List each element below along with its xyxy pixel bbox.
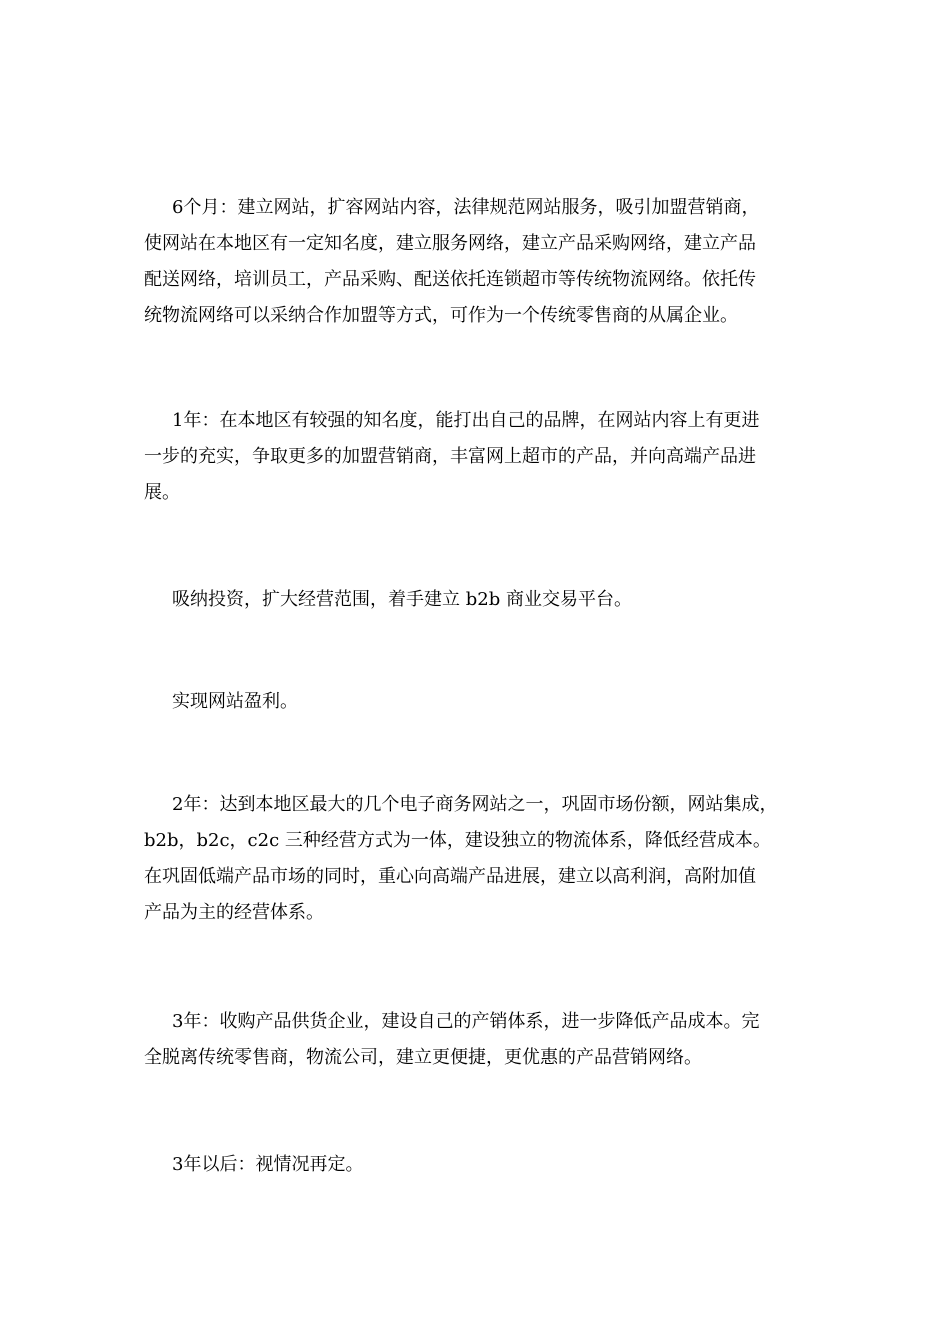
text-line: 吸纳投资，扩大经营范围，着手建立 b2b 商业交易平台。 bbox=[172, 589, 632, 610]
text-line: 3年：收购产品供货企业，建设自己的产销体系，进一步降低产品成本。完 bbox=[172, 1011, 760, 1032]
text-line: 统物流网络可以采纳合作加盟等方式，可作为一个传统零售商的从属企业。 bbox=[144, 305, 738, 326]
paragraph-3-years bbox=[144, 1004, 809, 1076]
paragraph-6-months bbox=[144, 190, 809, 334]
text-line: 全脱离传统零售商，物流公司，建立更便捷，更优惠的产品营销网络。 bbox=[144, 1047, 702, 1068]
paragraph-2-years bbox=[144, 787, 809, 931]
text-line: 配送网络，培训员工，产品采购、配送依托连锁超市等传统物流网络。依托传 bbox=[144, 269, 756, 290]
text-line: 3年以后：视情况再定。 bbox=[172, 1154, 364, 1175]
paragraph-after-3-years bbox=[144, 1147, 809, 1183]
text-line: b2b，b2c，c2c 三种经营方式为一体，建设独立的物流体系，降低经营成本。 bbox=[144, 830, 771, 851]
text-line: 2年：达到本地区最大的几个电子商务网站之一，巩固市场份额，网站集成， bbox=[172, 794, 778, 815]
text-line: 6个月：建立网站，扩容网站内容，法律规范网站服务，吸引加盟营销商， bbox=[172, 197, 760, 218]
text-line: 一步的充实，争取更多的加盟营销商，丰富网上超市的产品，并向高端产品进 bbox=[144, 446, 756, 467]
text-line: 在巩固低端产品市场的同时，重心向高端产品进展，建立以高利润，高附加值 bbox=[144, 866, 756, 887]
paragraph-investment bbox=[144, 582, 809, 618]
text-line: 1年：在本地区有较强的知名度，能打出自己的品牌，在网站内容上有更进 bbox=[172, 410, 760, 431]
text-line: 产品为主的经营体系。 bbox=[144, 902, 324, 923]
paragraph-1-year bbox=[144, 403, 809, 511]
text-line: 实现网站盈利。 bbox=[172, 691, 298, 712]
text-line: 展。 bbox=[144, 482, 180, 503]
paragraph-profit bbox=[144, 684, 809, 720]
text-line: 使网站在本地区有一定知名度，建立服务网络，建立产品采购网络，建立产品 bbox=[144, 233, 756, 254]
